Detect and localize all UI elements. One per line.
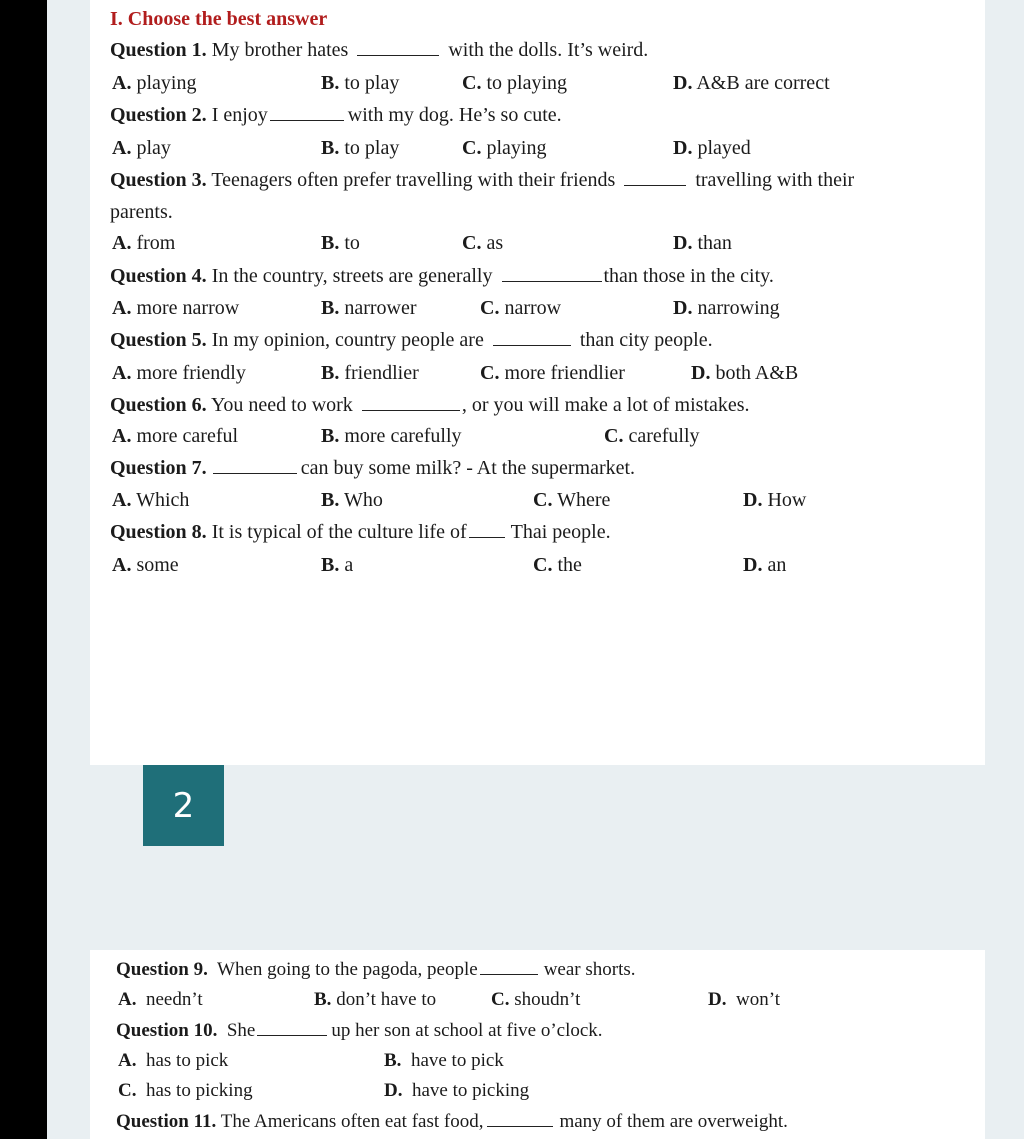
option-d[interactable]: D. A&B are correct <box>673 72 830 94</box>
answer-blank[interactable] <box>357 41 439 56</box>
option-a[interactable]: A. more careful <box>112 425 239 447</box>
option-d[interactable]: D. won’t <box>708 989 780 1010</box>
option-d[interactable]: D. How <box>743 489 807 511</box>
page-number-badge: 2 <box>143 765 224 846</box>
answer-blank[interactable] <box>480 960 538 975</box>
option-c[interactable]: C. has to picking <box>118 1080 253 1101</box>
page-gap <box>90 578 985 765</box>
left-black-bar <box>0 0 47 1139</box>
option-b[interactable]: B. have to pick <box>384 1050 504 1071</box>
option-c[interactable]: C. narrow <box>480 297 562 319</box>
page-divider-card <box>90 765 985 950</box>
option-d[interactable]: D. an <box>743 554 787 576</box>
answer-blank[interactable] <box>362 396 460 411</box>
option-c[interactable]: C. carefully <box>604 425 700 447</box>
option-b[interactable]: B. a <box>321 554 354 576</box>
option-a[interactable]: A. has to pick <box>118 1050 229 1071</box>
question-5: Question 5. In my opinion, country people are than city people. <box>110 329 713 351</box>
question-4: Question 4. In the country, streets are generally than those in the city. <box>110 265 774 287</box>
question-11: Question 11. The Americans often eat fast food, many of them are overweight. <box>116 1111 788 1132</box>
option-b[interactable]: B. don’t have to <box>314 989 437 1010</box>
question-3-continuation: parents. <box>110 201 173 223</box>
option-a[interactable]: A. more narrow <box>112 297 240 319</box>
option-c[interactable]: C. shoudn’t <box>491 989 581 1010</box>
answer-blank[interactable] <box>213 459 297 474</box>
option-c[interactable]: C. more friendlier <box>480 362 625 384</box>
option-a[interactable]: A. needn’t <box>118 989 203 1010</box>
answer-blank[interactable] <box>487 1112 553 1127</box>
answer-blank[interactable] <box>624 171 686 186</box>
right-margin <box>985 0 1024 1139</box>
option-a[interactable]: A. Which <box>112 489 190 511</box>
option-c[interactable]: C. playing <box>462 137 547 159</box>
option-b[interactable]: B. friendlier <box>321 362 419 384</box>
option-b[interactable]: B. to <box>321 232 360 254</box>
option-c[interactable]: C. the <box>533 554 582 576</box>
question-2: Question 2. I enjoy with my dog. He’s so cute. <box>110 104 562 126</box>
question-3: Question 3. Teenagers often prefer travelling with their friends travelling with their <box>110 169 855 191</box>
option-d[interactable]: D. played <box>673 137 751 159</box>
option-b[interactable]: B. more carefully <box>321 425 462 447</box>
option-a[interactable]: A. some <box>112 554 179 576</box>
question-7: Question 7. can buy some milk? - At the supermarket. <box>110 457 636 479</box>
question-10: Question 10. She up her son at school at five o’clock. <box>116 1020 603 1041</box>
option-c[interactable]: C. Where <box>533 489 611 511</box>
answer-blank[interactable] <box>502 267 602 282</box>
option-b[interactable]: B. narrower <box>321 297 417 319</box>
option-d[interactable]: D. both A&B <box>691 362 799 384</box>
question-text: with the dolls. It’s weird. <box>448 39 649 61</box>
question-label: Question 1. <box>110 39 207 61</box>
answer-blank[interactable] <box>493 331 571 346</box>
answer-blank[interactable] <box>469 523 505 538</box>
option-a[interactable]: A. playing <box>112 72 197 94</box>
option-d[interactable]: D. have to picking <box>384 1080 530 1101</box>
question-text: My brother hates <box>211 39 349 61</box>
option-a[interactable]: A. from <box>112 232 176 254</box>
question-9: Question 9. When going to the pagoda, people wear shorts. <box>116 959 636 980</box>
answer-blank[interactable] <box>257 1021 327 1036</box>
option-c[interactable]: C. as <box>462 232 504 254</box>
option-c[interactable]: C. to playing <box>462 72 567 94</box>
section-title: I. Choose the best answer <box>110 8 328 30</box>
option-a[interactable]: A. play <box>112 137 171 159</box>
question-8: Question 8. It is typical of the culture life of Thai people. <box>110 521 611 543</box>
question-1 <box>110 38 648 62</box>
answer-blank[interactable] <box>270 106 344 121</box>
option-d[interactable]: D. than <box>673 232 732 254</box>
option-b[interactable]: B. to play <box>321 72 400 94</box>
question-6: Question 6. You need to work , or you will make a lot of mistakes. <box>110 394 750 416</box>
option-a[interactable]: A. more friendly <box>112 362 246 384</box>
option-d[interactable]: D. narrowing <box>673 297 780 319</box>
option-b[interactable]: B. Who <box>321 489 383 511</box>
option-b[interactable]: B. to play <box>321 137 400 159</box>
